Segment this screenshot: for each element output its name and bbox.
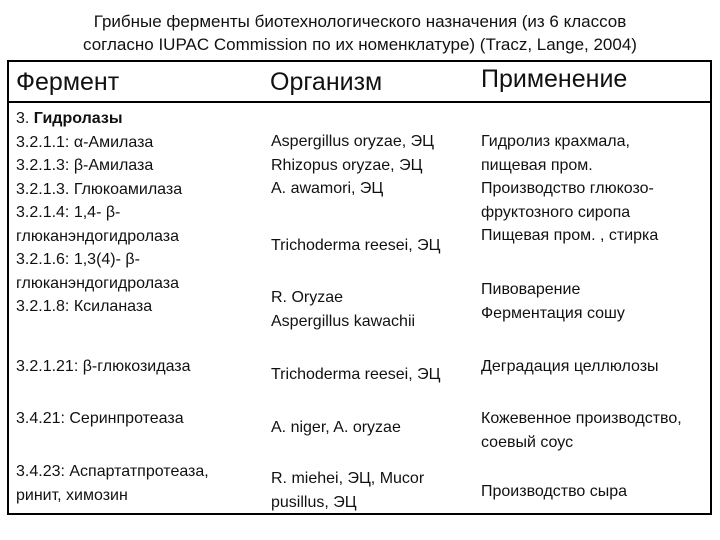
enzyme-class-number: 3. xyxy=(16,110,34,127)
enzyme-line: глюканэндогидролаза xyxy=(16,274,179,292)
organism-line: R. Oryzae xyxy=(271,289,344,306)
organism-line: Aspergillus kawachii xyxy=(271,312,416,330)
serine-protease-enzyme-cell: 3.4.21: Серинпротеаза xyxy=(16,410,184,427)
header-organism: Организм xyxy=(270,68,383,96)
aspartate-protease-enzyme-cell xyxy=(16,460,209,507)
enzyme-line: 3.2.1.3. Глюкоамилаза xyxy=(16,180,183,198)
application-line: Ферментация сошу xyxy=(481,304,625,322)
aspartate-protease-application-cell: Производство сыра xyxy=(481,483,628,500)
header-divider xyxy=(7,101,712,103)
application-line: пищевая пром. xyxy=(481,156,593,174)
application-line: Гидролиз крахмала, xyxy=(481,133,630,150)
slide-title-line-1: Грибные ферменты биотехнологического назначения (из 6 классов xyxy=(93,12,627,31)
organism-line: A. awamori, ЭЦ xyxy=(271,180,384,197)
hydrolases-enzyme-cell xyxy=(16,107,182,319)
header-enzyme: Фермент xyxy=(16,68,120,96)
enzyme-line: 3.2.1.6: 1,3(4)- β- xyxy=(16,251,140,268)
organism-line: Rhizopus oryzae, ЭЦ xyxy=(271,156,423,174)
organism-line: R. miehei, ЭЦ, Mucor xyxy=(271,470,425,487)
hydrolases-organism-block-2 xyxy=(271,234,440,258)
application-line: Кожевенное производство, xyxy=(481,410,682,427)
glucosidase-application-cell: Деградация целлюлозы xyxy=(481,358,659,375)
hydrolases-application-block-1 xyxy=(481,130,658,248)
hydrolases-application-block-2 xyxy=(481,278,625,325)
glucosidase-enzyme-cell: 3.2.1.21: β-глюкозидаза xyxy=(16,358,191,375)
hydrolases-organism-block-1 xyxy=(271,130,434,201)
application-line: фруктозного сиропа xyxy=(481,203,631,221)
slide-title xyxy=(14,10,706,56)
serine-protease-application-cell xyxy=(481,407,682,454)
enzyme-line: 3.2.1.8: Ксиланаза xyxy=(16,298,153,315)
aspartate-protease-organism-cell xyxy=(271,467,424,514)
application-line: Пивоварение xyxy=(481,281,581,298)
organism-line: Aspergillus oryzae, ЭЦ xyxy=(271,133,434,150)
enzyme-line: глюканэндогидролаза xyxy=(16,227,179,245)
enzyme-line: ринит, химозин xyxy=(16,486,128,504)
application-line: соевый соус xyxy=(481,433,574,451)
enzyme-line: 3.4.23: Аспартатпротеаза, xyxy=(16,463,209,480)
enzyme-class-name: Гидролазы xyxy=(33,110,123,127)
enzyme-line: 3.2.1.1: α-Амилаза xyxy=(16,133,154,151)
serine-protease-organism-cell: A. niger, A. oryzae xyxy=(271,419,401,436)
application-line: Производство глюкозо- xyxy=(481,180,654,197)
hydrolases-organism-block-3 xyxy=(271,286,415,333)
slide-title-line-2: согласно IUPAC Commission по их номенклатуре) (Tracz, Lange, 2004) xyxy=(83,35,637,54)
application-line: Пищевая пром. , стирка xyxy=(481,227,659,244)
glucosidase-organism-cell: Trichoderma reesei, ЭЦ xyxy=(271,366,441,383)
enzyme-line: 3.2.1.3: β-Амилаза xyxy=(16,157,154,174)
organism-line: Trichoderma reesei, ЭЦ xyxy=(271,237,441,254)
header-application: Применение xyxy=(481,65,628,93)
enzyme-line: 3.2.1.4: 1,4- β- xyxy=(16,204,121,221)
enzyme-class-heading xyxy=(16,107,182,131)
organism-line: pusillus, ЭЦ xyxy=(271,493,357,511)
